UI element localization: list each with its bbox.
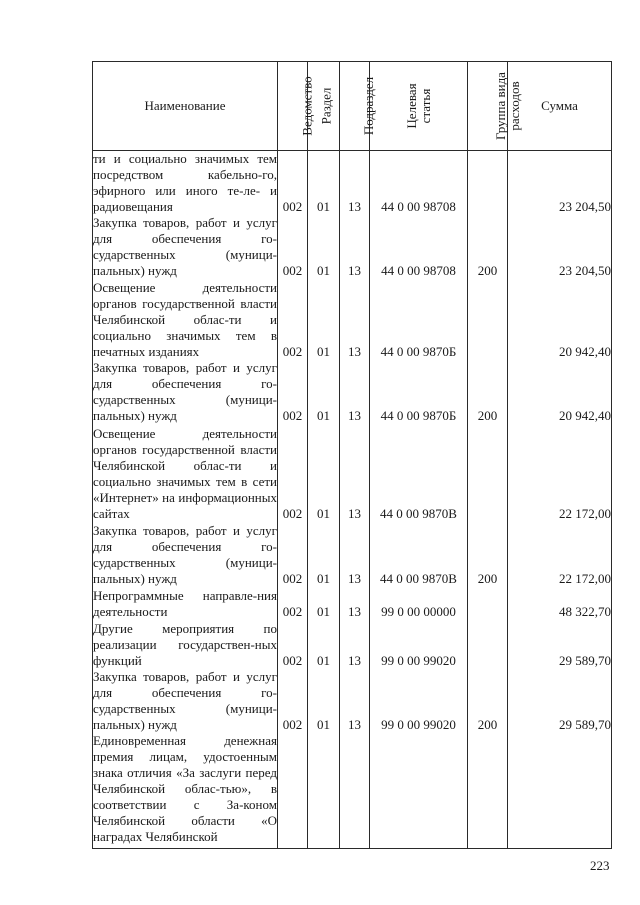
row-subsection: 13 bbox=[340, 360, 370, 424]
row-dept: 002 bbox=[278, 360, 308, 424]
row-dept: 002 bbox=[278, 669, 308, 733]
row-target: 44 0 00 98708 bbox=[370, 151, 468, 216]
table-row bbox=[93, 424, 612, 522]
row-sum: 22 172,00 bbox=[508, 522, 612, 587]
row-dept: 002 bbox=[278, 620, 308, 669]
row-section: 01 bbox=[308, 522, 340, 587]
row-subsection: 13 bbox=[340, 151, 370, 216]
row-sum: 48 322,70 bbox=[508, 587, 612, 620]
row-subsection: 13 bbox=[340, 669, 370, 733]
row-target: 99 0 00 99020 bbox=[370, 620, 468, 669]
row-section: 01 bbox=[308, 151, 340, 216]
table-row bbox=[93, 669, 612, 733]
row-dept: 002 bbox=[278, 151, 308, 216]
row-section: 01 bbox=[308, 215, 340, 279]
header-group: Группа вида расходов bbox=[468, 62, 508, 151]
row-name: Закупка товаров, работ и услуг для обеспечения го-сударственных (муници-пальных) нужд bbox=[93, 215, 277, 278]
table-row bbox=[93, 151, 612, 216]
row-group bbox=[468, 620, 508, 669]
header-section: Раздел bbox=[308, 62, 340, 151]
row-group bbox=[468, 279, 508, 360]
row-dept bbox=[278, 733, 308, 848]
row-group bbox=[468, 587, 508, 620]
row-section: 01 bbox=[308, 424, 340, 522]
page-number: 223 bbox=[590, 858, 610, 873]
row-name: Закупка товаров, работ и услуг для обеспечения го-сударственных (муници-пальных) нужд bbox=[93, 360, 277, 423]
row-group bbox=[468, 151, 508, 216]
row-target: 44 0 00 9870Б bbox=[370, 279, 468, 360]
row-dept: 002 bbox=[278, 587, 308, 620]
row-sum: 20 942,40 bbox=[508, 360, 612, 424]
row-name: Закупка товаров, работ и услуг для обеспечения го-сударственных (муници-пальных) нужд bbox=[93, 523, 277, 586]
row-target: 99 0 00 00000 bbox=[370, 587, 468, 620]
row-section: 01 bbox=[308, 279, 340, 360]
budget-table bbox=[92, 61, 612, 849]
row-name: Непрограммные направле-ния деятельности bbox=[93, 588, 277, 619]
header-target: Целевая статья bbox=[370, 62, 468, 151]
row-section: 01 bbox=[308, 360, 340, 424]
row-dept: 002 bbox=[278, 215, 308, 279]
row-section bbox=[308, 733, 340, 848]
row-section: 01 bbox=[308, 669, 340, 733]
table-row bbox=[93, 733, 612, 848]
row-sum: 23 204,50 bbox=[508, 151, 612, 216]
row-subsection: 13 bbox=[340, 215, 370, 279]
table-row bbox=[93, 587, 612, 620]
row-target: 44 0 00 9870В bbox=[370, 424, 468, 522]
row-dept: 002 bbox=[278, 279, 308, 360]
row-name: Единовременная денежная премия лицам, удостоенным знака отличия «За заслуги перед Челябинской облас-тью», в соответствии с За-коном Челябинской области «О наградах Челябинской bbox=[93, 733, 278, 848]
row-sum bbox=[508, 733, 612, 848]
row-subsection: 13 bbox=[340, 424, 370, 522]
row-group: 200 bbox=[468, 215, 508, 279]
row-target: 44 0 00 98708 bbox=[370, 215, 468, 279]
row-section: 01 bbox=[308, 587, 340, 620]
row-sum: 22 172,00 bbox=[508, 424, 612, 522]
table-row bbox=[93, 522, 612, 587]
row-name: Закупка товаров, работ и услуг для обеспечения го-сударственных (муници-пальных) нужд bbox=[93, 669, 277, 732]
row-group: 200 bbox=[468, 669, 508, 733]
header-name: Наименование bbox=[93, 62, 278, 151]
row-sum: 23 204,50 bbox=[508, 215, 612, 279]
table-row bbox=[93, 215, 612, 279]
row-dept: 002 bbox=[278, 522, 308, 587]
row-subsection: 13 bbox=[340, 522, 370, 587]
table-row bbox=[93, 279, 612, 360]
row-group: 200 bbox=[468, 522, 508, 587]
row-group: 200 bbox=[468, 360, 508, 424]
row-subsection: 13 bbox=[340, 587, 370, 620]
row-sum: 29 589,70 bbox=[508, 669, 612, 733]
row-target: 44 0 00 9870Б bbox=[370, 360, 468, 424]
header-dept: Ведомство bbox=[278, 62, 308, 151]
row-target: 99 0 00 99020 bbox=[370, 669, 468, 733]
row-name: ти и социально значимых тем посредством кабельно-го, эфирного или иного те-ле- и радиовещания bbox=[93, 151, 277, 214]
row-target: 44 0 00 9870В bbox=[370, 522, 468, 587]
row-section: 01 bbox=[308, 620, 340, 669]
row-sum: 29 589,70 bbox=[508, 620, 612, 669]
row-group bbox=[468, 424, 508, 522]
table-row bbox=[93, 620, 612, 669]
row-group bbox=[468, 733, 508, 848]
row-name: Другие мероприятия по реализации государствен-ных функций bbox=[93, 621, 277, 668]
row-subsection: 13 bbox=[340, 279, 370, 360]
row-target bbox=[370, 733, 468, 848]
row-name: Освещение деятельности органов государственной власти Челябинской облас-ти и социально значимых тем в сети «Интернет» на информационных сайтах bbox=[93, 426, 277, 521]
row-subsection bbox=[340, 733, 370, 848]
table-header-row bbox=[93, 62, 612, 151]
row-sum: 20 942,40 bbox=[508, 279, 612, 360]
row-subsection: 13 bbox=[340, 620, 370, 669]
row-dept: 002 bbox=[278, 424, 308, 522]
table-row bbox=[93, 360, 612, 424]
header-sum: Сумма bbox=[508, 62, 612, 151]
header-subsection: Подраздел bbox=[340, 62, 370, 151]
row-name: Освещение деятельности органов государственной власти Челябинской облас-ти и социально значимых тем в печатных изданиях bbox=[93, 280, 277, 359]
